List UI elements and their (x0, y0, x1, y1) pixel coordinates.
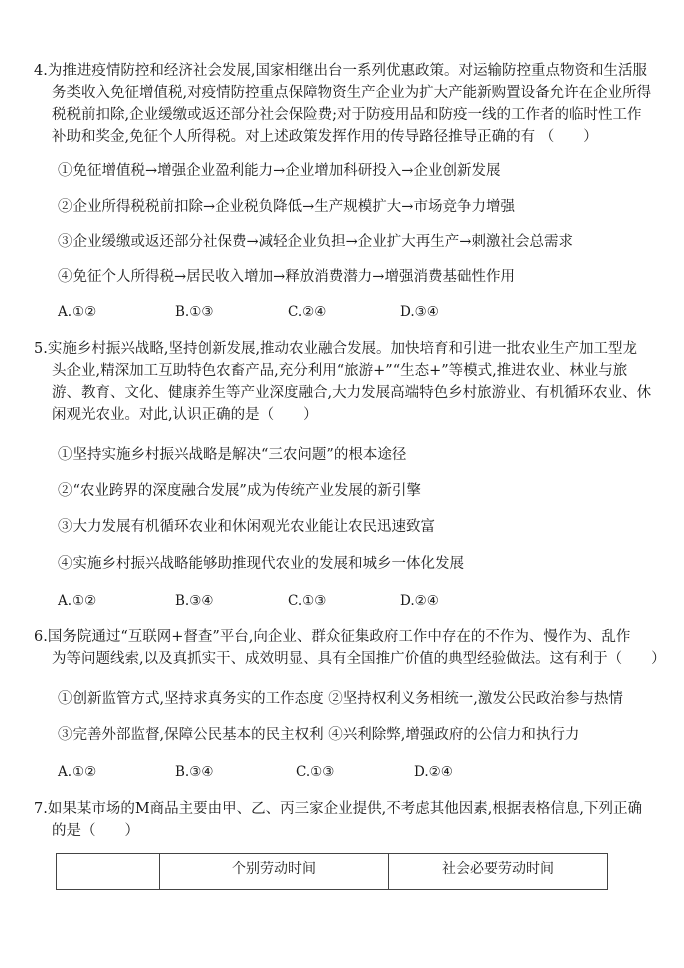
question-6-line-1: 6.国务院通过“互联网+督查”平台,向企业、群众征集政府工作中存在的不作为、慢作为、乱作 (34, 629, 631, 645)
question-6 (34, 626, 666, 670)
option-c[interactable]: C.①③ (296, 764, 335, 780)
option-a[interactable]: A.①② (58, 764, 97, 780)
option-d[interactable]: D.②④ (414, 764, 453, 780)
question-5-statement-2: ②“农业跨界的深度融合发展”成为传统产业发展的新引擎 (58, 483, 421, 499)
option-a[interactable]: A.①② (58, 593, 97, 609)
question-7-line-1: 7.如果某市场的M商品主要由甲、乙、丙三家企业提供,不考虑其他因素,根据表格信息,下列正确 (34, 801, 643, 817)
question-6-statement-1: ①创新监管方式,坚持求真务实的工作态度 ②坚持权利义务相统一,激发公民政治参与热情 (58, 691, 623, 707)
option-d[interactable]: D.②④ (400, 593, 439, 609)
question-5-line-4: 闲观光农业。对此,认识正确的是（ ） (52, 407, 318, 423)
question-5-statement-1: ①坚持实施乡村振兴战略是解决“三农问题”的根本途径 (58, 447, 407, 463)
option-b[interactable]: B.③④ (175, 764, 214, 780)
question-6-statement-2: ③完善外部监督,保障公民基本的民主权利 ④兴利除弊,增强政府的公信力和执行力 (58, 727, 580, 743)
question-4-statement-2: ②企业所得税税前扣除→企业税负降低→生产规模扩大→市场竞争力增强 (58, 199, 515, 215)
question-5-line-2: 头企业,精深加工互助特色农畜产品,充分利用“旅游+”“生态+”等模式,推进农业、林业与旅 (52, 363, 628, 379)
question-5-statement-4: ④实施乡村振兴战略能够助推现代农业的发展和城乡一体化发展 (58, 556, 464, 572)
labor-time-table (56, 853, 608, 890)
question-4-line-3: 税税前扣除,企业缓缴或返还部分社会保险费;对于防疫用品和防疫一线的工作者的临时性工作 (52, 107, 642, 123)
question-4-statement-1: ①免征增值税→增强企业盈利能力→企业增加科研投入→企业创新发展 (58, 163, 501, 179)
question-5-line-1: 5.实施乡村振兴战略,坚持创新发展,推动农业融合发展。加快培育和引进一批农业生产加工型龙 (34, 341, 638, 357)
option-c[interactable]: C.②④ (288, 304, 327, 320)
table-header-cell (57, 854, 160, 890)
question-4-line-4: 补助和奖金,免征个人所得税。对上述政策发挥作用的传导路径推导正确的有 （ ） (52, 129, 598, 145)
question-5 (34, 338, 652, 426)
question-4-line-2: 务类收入免征增值税,对疫情防控重点保障物资生产企业为扩大产能新购置设备允许在企业所得 (52, 85, 652, 101)
option-a[interactable]: A.①② (58, 304, 97, 320)
question-4-line-1: 4.为推进疫情防控和经济社会发展,国家相继出台一系列优惠政策。对运输防控重点物资和生活服 (34, 63, 647, 79)
option-c[interactable]: C.①③ (288, 593, 327, 609)
question-5-statement-3: ③大力发展有机循环农业和休闲观光农业能让农民迅速致富 (58, 519, 435, 535)
question-7-line-2: 的是（ ） (52, 823, 139, 839)
question-4-statement-4: ④免征个人所得税→居民收入增加→释放消费潜力→增强消费基础性作用 (58, 269, 515, 285)
question-7 (34, 798, 643, 842)
option-d[interactable]: D.③④ (400, 304, 439, 320)
table-header-cell: 社会必要劳动时间 (389, 854, 608, 890)
table-header-row (57, 854, 608, 890)
option-b[interactable]: B.①③ (175, 304, 214, 320)
question-4 (34, 60, 652, 148)
question-4-statement-3: ③企业缓缴或返还部分社保费→减轻企业负担→企业扩大再生产→刺激社会总需求 (58, 234, 573, 250)
option-b[interactable]: B.③④ (175, 593, 214, 609)
question-5-line-3: 游、教育、文化、健康养生等产业深度融合,大力发展高端特色乡村旅游业、有机循环农业、休 (52, 385, 652, 401)
question-6-line-2: 为等问题线索,以及真抓实干、成效明显、具有全国推广价值的典型经验做法。这有利于（ ） (52, 651, 666, 667)
table-header-cell: 个别劳动时间 (160, 854, 389, 890)
